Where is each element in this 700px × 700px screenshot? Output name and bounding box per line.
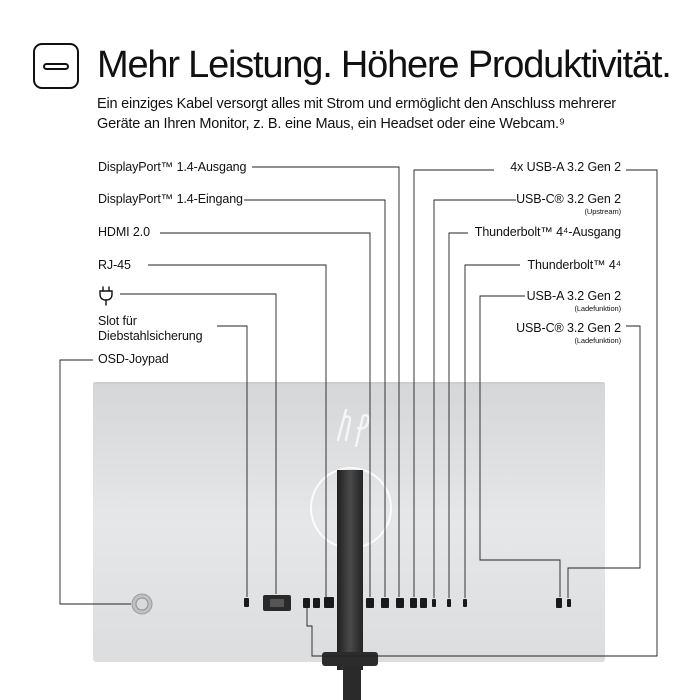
usba-charging-port-icon: [556, 598, 562, 608]
usb-port-icon: [303, 598, 310, 608]
page-title: Mehr Leistung. Höhere Produktivität.: [97, 44, 671, 86]
label-osd-joypad: OSD-Joypad: [98, 352, 169, 366]
hdmi-port-icon: [366, 598, 374, 608]
label-displayport-in: DisplayPort™ 1.4-Eingang: [98, 192, 243, 206]
label-usbc-charging-note: (Ladefunktion): [574, 336, 621, 345]
osd-joypad-icon: [132, 594, 152, 614]
label-usbc-charging-text: USB-C® 3.2 Gen 2: [516, 321, 621, 335]
usba-port-icon: [420, 598, 427, 608]
label-usbc-upstream-note: (Upstream): [584, 207, 621, 216]
subtitle-line-2: Geräte an Ihren Monitor, z. B. eine Maus, ein Headset oder eine Webcam.⁹: [97, 116, 565, 132]
subtitle-line-1: Ein einziges Kabel versorgt alles mit Strom und ermöglicht den Anschluss mehrerer: [97, 96, 616, 112]
thunderbolt-out-icon: [447, 599, 451, 607]
label-usba-charging-note: (Ladefunktion): [574, 304, 621, 313]
stand-base: [322, 652, 378, 666]
power-plug-icon: [100, 287, 112, 305]
label-thunderbolt: Thunderbolt™ 4⁴: [527, 258, 621, 272]
usb-port-icon: [313, 598, 320, 608]
label-security-slot-line2: Diebstahlsicherung: [98, 329, 203, 343]
displayport-in-icon: [381, 598, 389, 608]
usbc-port-icon: [432, 599, 436, 607]
label-thunderbolt-out: Thunderbolt™ 4⁴-Ausgang: [474, 225, 621, 239]
label-rj45: RJ-45: [98, 258, 131, 272]
thunderbolt-port-icon: [463, 599, 467, 607]
security-slot-icon: [244, 598, 249, 607]
monitor-stand: [337, 470, 363, 670]
label-displayport-out: DisplayPort™ 1.4-Ausgang: [98, 160, 247, 174]
usba-port-icon: [410, 598, 417, 608]
rj45-port-icon: [324, 597, 334, 608]
label-security-slot-line1: Slot für: [98, 314, 137, 328]
label-usba-charging-text: USB-A 3.2 Gen 2: [526, 289, 621, 303]
displayport-out-icon: [396, 598, 404, 608]
label-usbc-upstream-text: USB-C® 3.2 Gen 2: [516, 192, 621, 206]
usbc-charging-port-icon: [567, 599, 571, 607]
label-usba-4x: 4x USB-A 3.2 Gen 2: [510, 160, 621, 174]
label-hdmi: HDMI 2.0: [98, 225, 150, 239]
